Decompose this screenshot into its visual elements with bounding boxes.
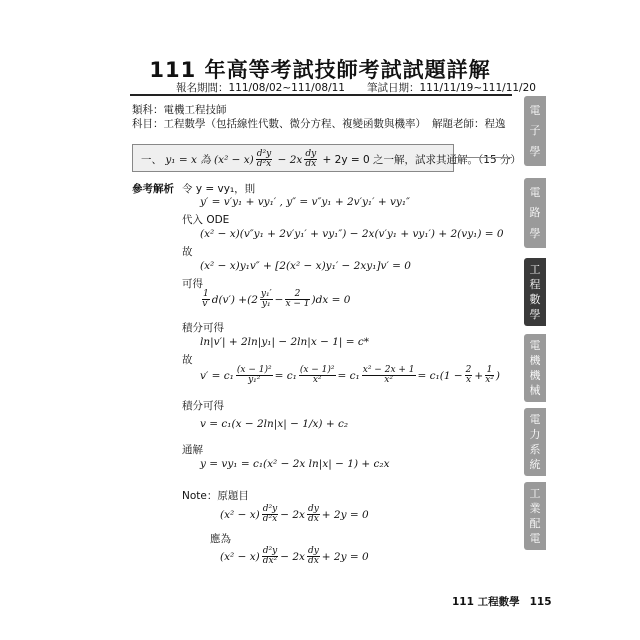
side-tab-circuits[interactable]: 電 路 學 [524,178,546,248]
written-exam-dates: 筆試日期：111/11/19~111/11/20 [366,82,536,94]
page-number: 115 [529,596,552,608]
side-tab-electronics[interactable]: 電 子 學 [524,96,546,166]
answer-line-9: 積分可得 [182,322,224,334]
question-expr-1: y₁ = x 為 (x² − x) [165,153,254,166]
answer-line-13: 積分可得 [182,400,224,412]
fraction-corr-dy-dx: $\frac{dy}{dx}$ [307,546,319,567]
note-label: Note：原題目 [182,490,249,502]
fraction-y1p-y1: $\frac{\text{y₁′}}{\text{y₁}}$ [260,289,272,310]
question-expr-2: − 2x [274,153,303,166]
fraction-2-xm1: $\frac{2}{x - 1}$ [285,289,310,310]
fraction-orig-d2y-d2x: $\frac{\text{d²y}}{\text{d²x}}$ [262,504,278,525]
question-box [132,144,521,172]
fraction-corr-d2y-dx2: $\frac{\text{d²y}}{\text{dx²}}$ [262,546,278,567]
fraction-1-x2: $\frac{1}{\text{x²}}$ [485,365,494,386]
answer-line-7: 可得 [182,278,203,290]
answer-line-1: 令 y = vy₁，則 [182,183,256,195]
question-rule [456,157,512,158]
fraction-1-vp: $\frac{1}{v'}$ [202,289,210,310]
answer-line-5: 故 [182,246,193,258]
side-tab-electric-machinery[interactable]: 電 機 機 械 [524,334,546,402]
question-number: 一、 [141,153,162,166]
side-tab-power-systems[interactable]: 電 力 系 統 [524,408,546,476]
header-rule [130,94,512,96]
fraction-xm1sq-y1sq: $\frac{\text{(x − 1)²}}{\text{y₁²}}$ [236,365,272,386]
question-text [141,150,521,170]
answer-line-6: (x² − x)y₁v″ + [2(x² − x)y₁′ − 2xy₁]v′ = 0 [200,260,411,272]
side-tab-industrial-distribution[interactable]: 工 業 配 電 [524,482,546,550]
answer-line-8: $\frac{1}{v'}$ d(v′) +(2 $\frac{\text{y₁′}}{\text{y₁}}$ − $\frac{2}{x - 1}$ )dx = 0 [202,289,351,310]
fraction-dy-dx: $\frac{dy}{dx}$ [305,149,317,170]
fraction-xm1sq-x2: $\frac{\text{(x − 1)²}}{\text{x²}}$ [299,365,335,386]
answer-line-4: (x² − x)(v″y₁ + 2v′y₁′ + vy₁″) − 2x(v′y₁ + vy₁′) + 2(vy₁) = 0 [200,228,504,240]
page-footer [452,594,552,609]
answer-line-16: y = vy₁ = c₁(x² − 2x ln|x| − 1) + c₂x [200,458,390,470]
fraction-quad-x2: $\frac{\text{x² − 2x + 1}}{\text{x²}}$ [362,365,415,386]
fraction-2-x: $\frac{2}{x}$ [465,365,472,386]
answer-line-10: ln|v′| + 2ln|y₁| − 2ln|x − 1| = c* [200,336,370,348]
side-tab-engineering-math[interactable]: 工 程 數 學 [524,258,546,326]
note-should-be: 應為 [210,533,231,545]
answer-line-3: 代入 ODE [182,214,230,226]
exam-category: 類科：電機工程技師 [132,104,227,116]
note-corrected-equation: (x² − x) $\frac{\text{d²y}}{\text{dx²}}$ − 2x $\frac{dy}{dx}$ + 2y = 0 [220,546,369,567]
registration-period: 報名期間：111/08/02~111/08/11 [176,82,345,94]
footer-chapter: 111 工程數學 [452,596,520,608]
answer-label: 參考解析 [132,183,174,195]
solution-teacher: 解題老師：程逸 [432,118,506,130]
answer-line-12: v′ = c₁ $\frac{\text{(x − 1)²}}{\text{y₁²}}$ = c₁ $\frac{\text{(x − 1)²}}{\text{x²}}$ = c₁ $\frac{\text{x² − 2x + 1}}{\text{x²}}$ = c₁(1 − $\frac{2}{x}$ + $\frac{1}{\text{x²}}$ ) [200,365,500,386]
answer-line-14: v = c₁(x − 2ln|x| − 1/x) + c₂ [200,418,349,430]
fraction-orig-dy-dx: $\frac{dy}{dx}$ [307,504,319,525]
page-title: 111 年高等考試技師考試試題詳解 [149,58,491,82]
exam-dates [176,80,536,95]
answer-line-2: y′ = v′y₁ + vy₁′ , y″ = v″y₁ + 2v′y₁′ + vy₁″ [200,196,410,208]
note-original-equation: (x² − x) $\frac{\text{d²y}}{\text{d²x}}$ − 2x $\frac{dy}{dx}$ + 2y = 0 [220,504,369,525]
exam-subject: 科目：工程數學（包括線性代數、微分方程、複變函數與機率） [132,118,426,130]
question-expr-3: + 2y = 0 之一解，試求其通解。（15 分） [319,153,521,166]
answer-line-15: 通解 [182,444,203,456]
answer-line-11: 故 [182,354,193,366]
fraction-d2y-d2x: $\frac{\text{d²y}}{\text{d²x}}$ [256,149,272,170]
